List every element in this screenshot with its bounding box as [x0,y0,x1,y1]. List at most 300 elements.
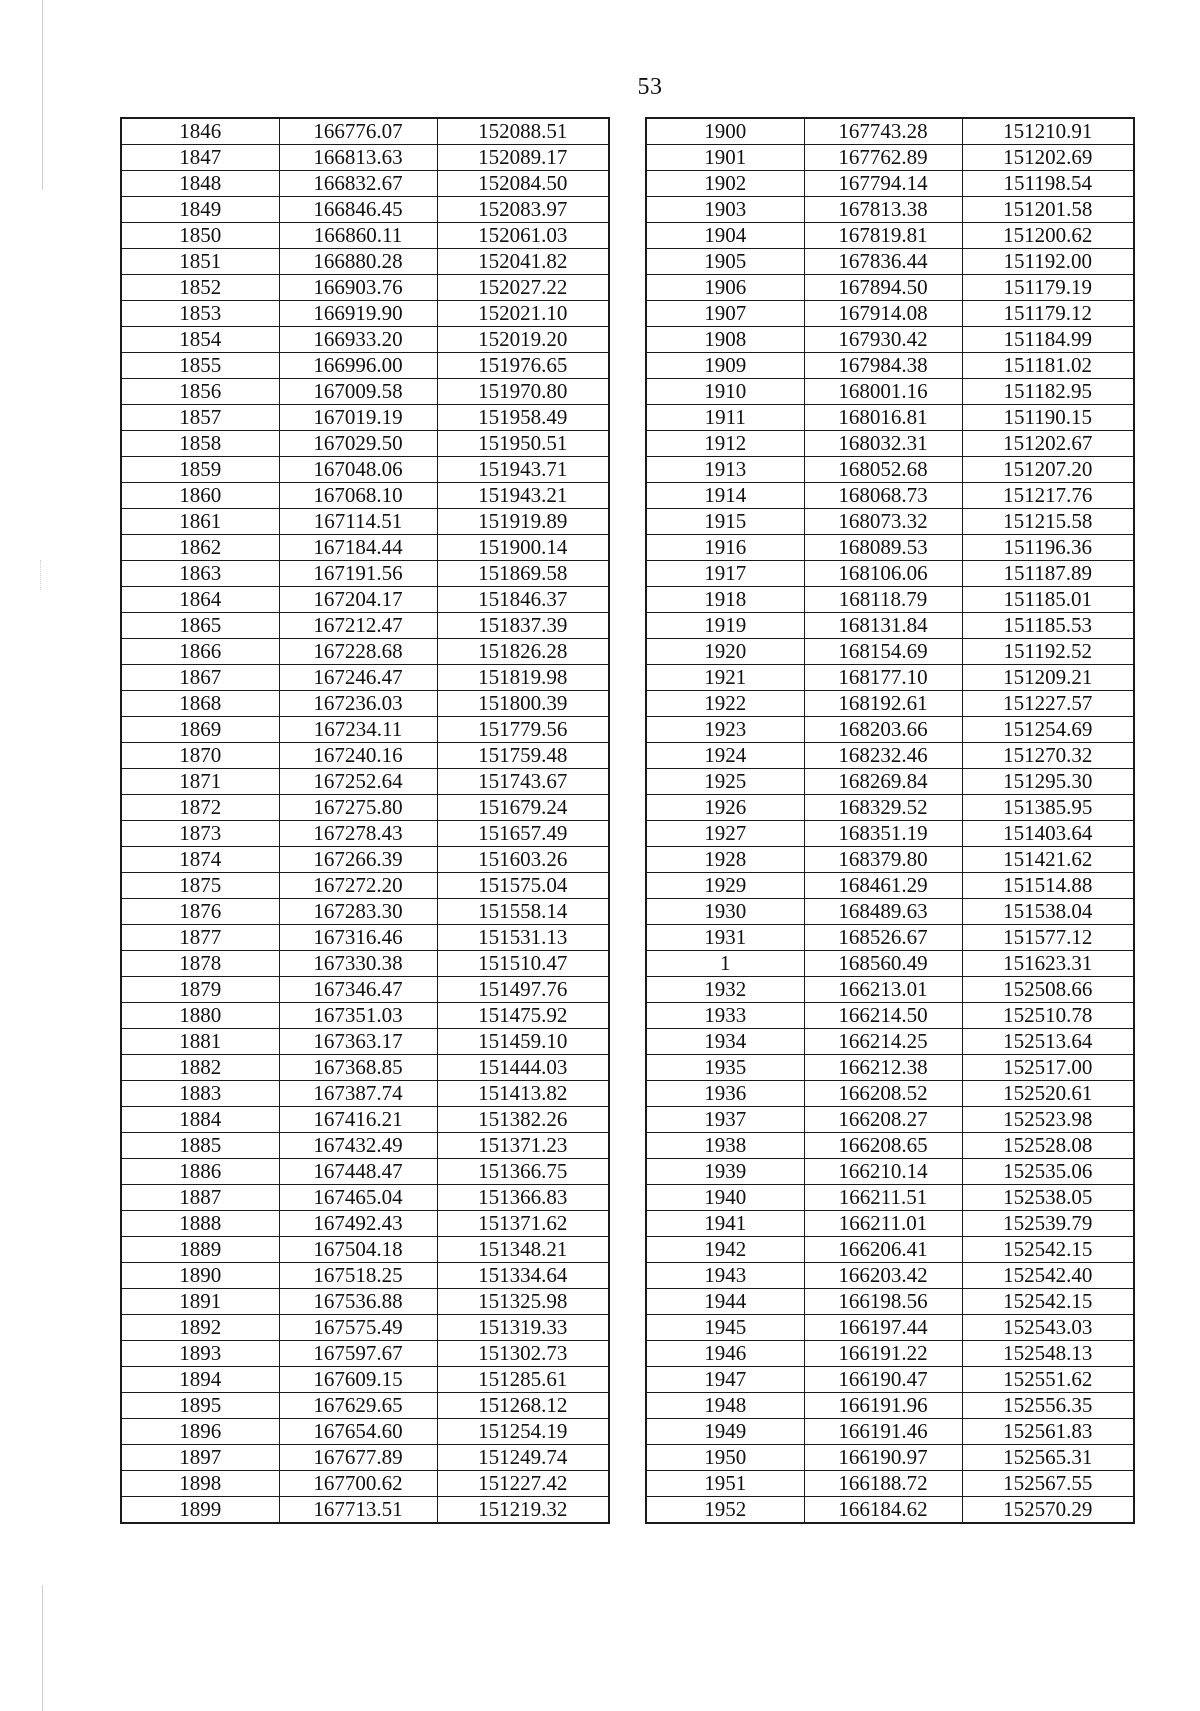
y-coordinate-cell: 151943.21 [437,483,609,509]
x-coordinate-cell: 166813.63 [279,145,437,171]
page-margin-rule [42,1585,43,1711]
point-number-cell: 1884 [121,1107,279,1133]
y-coordinate-cell: 151497.76 [437,977,609,1003]
point-number-cell: 1889 [121,1237,279,1263]
x-coordinate-cell: 167234.11 [279,717,437,743]
x-coordinate-cell: 167492.43 [279,1211,437,1237]
y-coordinate-cell: 152508.66 [962,977,1134,1003]
x-coordinate-cell: 168489.63 [804,899,962,925]
x-coordinate-cell: 166208.27 [804,1107,962,1133]
point-number-cell: 1853 [121,301,279,327]
y-coordinate-cell: 151198.54 [962,171,1134,197]
point-number-cell: 1872 [121,795,279,821]
table-row [121,145,609,171]
table-row [646,925,1134,951]
coordinates-table-left [120,117,610,1524]
point-number-cell: 1940 [646,1185,804,1211]
point-number-cell: 1857 [121,405,279,431]
table-row [121,925,609,951]
table-row [121,483,609,509]
table-row [121,1367,609,1393]
y-coordinate-cell: 151295.30 [962,769,1134,795]
x-coordinate-cell: 168351.19 [804,821,962,847]
x-coordinate-cell: 167387.74 [279,1081,437,1107]
point-number-cell: 1888 [121,1211,279,1237]
y-coordinate-cell: 151759.48 [437,743,609,769]
table-row [646,379,1134,405]
table-row [121,1029,609,1055]
y-coordinate-cell: 151187.89 [962,561,1134,587]
table-row [121,873,609,899]
table-row [646,1445,1134,1471]
y-coordinate-cell: 151919.89 [437,509,609,535]
table-row [646,301,1134,327]
point-number-cell: 1906 [646,275,804,301]
x-coordinate-cell: 167252.64 [279,769,437,795]
x-coordinate-cell: 166919.90 [279,301,437,327]
x-coordinate-cell: 166198.56 [804,1289,962,1315]
y-coordinate-cell: 151219.32 [437,1497,609,1524]
x-coordinate-cell: 168177.10 [804,665,962,691]
y-coordinate-cell: 151285.61 [437,1367,609,1393]
y-coordinate-cell: 152570.29 [962,1497,1134,1524]
table-row [121,171,609,197]
y-coordinate-cell: 152083.97 [437,197,609,223]
x-coordinate-cell: 167813.38 [804,197,962,223]
y-coordinate-cell: 151254.69 [962,717,1134,743]
y-coordinate-cell: 151181.02 [962,353,1134,379]
table-row [646,587,1134,613]
y-coordinate-cell: 151459.10 [437,1029,609,1055]
y-coordinate-cell: 151603.26 [437,847,609,873]
table-row [121,197,609,223]
x-coordinate-cell: 167236.03 [279,691,437,717]
table-row [646,769,1134,795]
point-number-cell: 1920 [646,639,804,665]
x-coordinate-cell: 166776.07 [279,118,437,145]
point-number-cell: 1878 [121,951,279,977]
page-number: 53 [637,74,663,100]
point-number-cell: 1881 [121,1029,279,1055]
y-coordinate-cell: 151192.00 [962,249,1134,275]
x-coordinate-cell: 168068.73 [804,483,962,509]
y-coordinate-cell: 152520.61 [962,1081,1134,1107]
y-coordinate-cell: 151800.39 [437,691,609,717]
y-coordinate-cell: 152513.64 [962,1029,1134,1055]
y-coordinate-cell: 151846.37 [437,587,609,613]
y-coordinate-cell: 152565.31 [962,1445,1134,1471]
table-row [121,509,609,535]
y-coordinate-cell: 152548.13 [962,1341,1134,1367]
x-coordinate-cell: 166832.67 [279,171,437,197]
x-coordinate-cell: 168526.67 [804,925,962,951]
y-coordinate-cell: 151623.31 [962,951,1134,977]
table-row [121,795,609,821]
point-number-cell: 1880 [121,1003,279,1029]
point-number-cell: 1949 [646,1419,804,1445]
table-row [121,275,609,301]
y-coordinate-cell: 152561.83 [962,1419,1134,1445]
x-coordinate-cell: 167677.89 [279,1445,437,1471]
x-coordinate-cell: 166211.51 [804,1185,962,1211]
x-coordinate-cell: 167536.88 [279,1289,437,1315]
point-number-cell: 1923 [646,717,804,743]
point-number-cell: 1871 [121,769,279,795]
y-coordinate-cell: 151950.51 [437,431,609,457]
point-number-cell: 1848 [121,171,279,197]
x-coordinate-cell: 167609.15 [279,1367,437,1393]
y-coordinate-cell: 151366.75 [437,1159,609,1185]
y-coordinate-cell: 151444.03 [437,1055,609,1081]
y-coordinate-cell: 151679.24 [437,795,609,821]
table-row [121,1003,609,1029]
point-number-cell: 1947 [646,1367,804,1393]
x-coordinate-cell: 166188.72 [804,1471,962,1497]
point-number-cell: 1890 [121,1263,279,1289]
table-row [646,951,1134,977]
table-row [121,535,609,561]
point-number-cell: 1919 [646,613,804,639]
point-number-cell: 1901 [646,145,804,171]
x-coordinate-cell: 168106.06 [804,561,962,587]
table-row [646,1159,1134,1185]
point-number-cell: 1875 [121,873,279,899]
table-row [646,171,1134,197]
table-row [646,1393,1134,1419]
x-coordinate-cell: 168192.61 [804,691,962,717]
x-coordinate-cell: 167762.89 [804,145,962,171]
y-coordinate-cell: 151657.49 [437,821,609,847]
point-number-cell: 1862 [121,535,279,561]
y-coordinate-cell: 152556.35 [962,1393,1134,1419]
point-number-cell: 1879 [121,977,279,1003]
y-coordinate-cell: 152528.08 [962,1133,1134,1159]
y-coordinate-cell: 151371.23 [437,1133,609,1159]
x-coordinate-cell: 168131.84 [804,613,962,639]
y-coordinate-cell: 152542.15 [962,1289,1134,1315]
x-coordinate-cell: 167465.04 [279,1185,437,1211]
point-number-cell: 1913 [646,457,804,483]
x-coordinate-cell: 168154.69 [804,639,962,665]
table-row [121,639,609,665]
table-row [121,1289,609,1315]
table-row [121,1341,609,1367]
table-row [121,977,609,1003]
point-number-cell: 1877 [121,925,279,951]
point-number-cell: 1865 [121,613,279,639]
x-coordinate-cell: 167575.49 [279,1315,437,1341]
y-coordinate-cell: 152542.15 [962,1237,1134,1263]
y-coordinate-cell: 152538.05 [962,1185,1134,1211]
y-coordinate-cell: 151348.21 [437,1237,609,1263]
point-number-cell: 1885 [121,1133,279,1159]
table-row [646,743,1134,769]
y-coordinate-cell: 151249.74 [437,1445,609,1471]
point-number-cell: 1930 [646,899,804,925]
point-number-cell: 1905 [646,249,804,275]
x-coordinate-cell: 167068.10 [279,483,437,509]
y-coordinate-cell: 151779.56 [437,717,609,743]
y-coordinate-cell: 151302.73 [437,1341,609,1367]
point-number-cell: 1854 [121,327,279,353]
point-number-cell: 1932 [646,977,804,1003]
x-coordinate-cell: 167629.65 [279,1393,437,1419]
point-number-cell: 1867 [121,665,279,691]
y-coordinate-cell: 151319.33 [437,1315,609,1341]
table-row [121,613,609,639]
x-coordinate-cell: 168001.16 [804,379,962,405]
table-row [646,118,1134,145]
point-number-cell: 1931 [646,925,804,951]
table-row [646,899,1134,925]
table-row [121,431,609,457]
point-number-cell: 1925 [646,769,804,795]
point-number-cell: 1911 [646,405,804,431]
x-coordinate-cell: 166211.01 [804,1211,962,1237]
x-coordinate-cell: 166191.96 [804,1393,962,1419]
x-coordinate-cell: 166190.97 [804,1445,962,1471]
y-coordinate-cell: 152517.00 [962,1055,1134,1081]
x-coordinate-cell: 166933.20 [279,327,437,353]
point-number-cell: 1903 [646,197,804,223]
x-coordinate-cell: 168269.84 [804,769,962,795]
y-coordinate-cell: 151403.64 [962,821,1134,847]
point-number-cell: 1900 [646,118,804,145]
table-row [121,717,609,743]
point-number-cell: 1927 [646,821,804,847]
x-coordinate-cell: 166213.01 [804,977,962,1003]
point-number-cell: 1896 [121,1419,279,1445]
table-row [646,1237,1134,1263]
table-row [646,1471,1134,1497]
point-number-cell: 1882 [121,1055,279,1081]
point-number-cell: 1887 [121,1185,279,1211]
x-coordinate-cell: 167713.51 [279,1497,437,1524]
y-coordinate-cell: 152088.51 [437,118,609,145]
point-number-cell: 1856 [121,379,279,405]
x-coordinate-cell: 167416.21 [279,1107,437,1133]
y-coordinate-cell: 151209.21 [962,665,1134,691]
y-coordinate-cell: 151943.71 [437,457,609,483]
x-coordinate-cell: 166860.11 [279,223,437,249]
y-coordinate-cell: 151558.14 [437,899,609,925]
y-coordinate-cell: 151179.19 [962,275,1134,301]
point-number-cell: 1859 [121,457,279,483]
point-number-cell: 1938 [646,1133,804,1159]
point-number-cell: 1852 [121,275,279,301]
y-coordinate-cell: 152021.10 [437,301,609,327]
table-row [646,1367,1134,1393]
table-row [646,1003,1134,1029]
y-coordinate-cell: 152535.06 [962,1159,1134,1185]
point-number-cell: 1891 [121,1289,279,1315]
y-coordinate-cell: 151575.04 [437,873,609,899]
table-row [646,431,1134,457]
x-coordinate-cell: 167184.44 [279,535,437,561]
point-number-cell: 1926 [646,795,804,821]
point-number-cell: 1849 [121,197,279,223]
table-row [646,457,1134,483]
point-number-cell: 1 [646,951,804,977]
y-coordinate-cell: 151837.39 [437,613,609,639]
table-row [121,1471,609,1497]
point-number-cell: 1855 [121,353,279,379]
x-coordinate-cell: 167984.38 [804,353,962,379]
table-row [121,587,609,613]
point-number-cell: 1918 [646,587,804,613]
x-coordinate-cell: 167654.60 [279,1419,437,1445]
point-number-cell: 1916 [646,535,804,561]
point-number-cell: 1850 [121,223,279,249]
table-row [646,977,1134,1003]
y-coordinate-cell: 151202.67 [962,431,1134,457]
x-coordinate-cell: 166191.46 [804,1419,962,1445]
y-coordinate-cell: 151958.49 [437,405,609,431]
point-number-cell: 1892 [121,1315,279,1341]
point-number-cell: 1902 [646,171,804,197]
x-coordinate-cell: 167914.08 [804,301,962,327]
x-coordinate-cell: 167048.06 [279,457,437,483]
y-coordinate-cell: 152027.22 [437,275,609,301]
table-row [646,145,1134,171]
x-coordinate-cell: 167228.68 [279,639,437,665]
x-coordinate-cell: 168016.81 [804,405,962,431]
y-coordinate-cell: 152084.50 [437,171,609,197]
y-coordinate-cell: 151270.32 [962,743,1134,769]
y-coordinate-cell: 151184.99 [962,327,1134,353]
table-row [121,1159,609,1185]
y-coordinate-cell: 151190.15 [962,405,1134,431]
point-number-cell: 1909 [646,353,804,379]
y-coordinate-cell: 152089.17 [437,145,609,171]
y-coordinate-cell: 152543.03 [962,1315,1134,1341]
table-row [121,118,609,145]
x-coordinate-cell: 167275.80 [279,795,437,821]
table-row [646,223,1134,249]
point-number-cell: 1866 [121,639,279,665]
table-row [646,405,1134,431]
x-coordinate-cell: 168073.32 [804,509,962,535]
x-coordinate-cell: 168089.53 [804,535,962,561]
y-coordinate-cell: 151192.52 [962,639,1134,665]
y-coordinate-cell: 151185.53 [962,613,1134,639]
x-coordinate-cell: 167794.14 [804,171,962,197]
y-coordinate-cell: 151215.58 [962,509,1134,535]
x-coordinate-cell: 166208.52 [804,1081,962,1107]
y-coordinate-cell: 151371.62 [437,1211,609,1237]
table-row [646,249,1134,275]
y-coordinate-cell: 151179.12 [962,301,1134,327]
point-number-cell: 1928 [646,847,804,873]
point-number-cell: 1846 [121,118,279,145]
y-coordinate-cell: 152539.79 [962,1211,1134,1237]
point-number-cell: 1946 [646,1341,804,1367]
table-row [646,847,1134,873]
y-coordinate-cell: 151227.57 [962,691,1134,717]
x-coordinate-cell: 167504.18 [279,1237,437,1263]
table-row [646,873,1134,899]
x-coordinate-cell: 166184.62 [804,1497,962,1524]
point-number-cell: 1933 [646,1003,804,1029]
table-row [646,613,1134,639]
x-coordinate-cell: 166903.76 [279,275,437,301]
y-coordinate-cell: 151200.62 [962,223,1134,249]
y-coordinate-cell: 151210.91 [962,118,1134,145]
x-coordinate-cell: 166197.44 [804,1315,962,1341]
table-row [646,1055,1134,1081]
table-row [121,769,609,795]
point-number-cell: 1937 [646,1107,804,1133]
point-number-cell: 1944 [646,1289,804,1315]
x-coordinate-cell: 167019.19 [279,405,437,431]
x-coordinate-cell: 166208.65 [804,1133,962,1159]
y-coordinate-cell: 151514.88 [962,873,1134,899]
y-coordinate-cell: 151900.14 [437,535,609,561]
y-coordinate-cell: 152019.20 [437,327,609,353]
y-coordinate-cell: 152542.40 [962,1263,1134,1289]
table-row [121,1497,609,1524]
table-row [646,1419,1134,1445]
table-row [121,1081,609,1107]
table-row [646,535,1134,561]
x-coordinate-cell: 166212.38 [804,1055,962,1081]
y-coordinate-cell: 151196.36 [962,535,1134,561]
point-number-cell: 1868 [121,691,279,717]
x-coordinate-cell: 168379.80 [804,847,962,873]
x-coordinate-cell: 166214.50 [804,1003,962,1029]
y-coordinate-cell: 151819.98 [437,665,609,691]
x-coordinate-cell: 167246.47 [279,665,437,691]
point-number-cell: 1915 [646,509,804,535]
point-number-cell: 1870 [121,743,279,769]
y-coordinate-cell: 151254.19 [437,1419,609,1445]
table-row [646,1497,1134,1524]
point-number-cell: 1935 [646,1055,804,1081]
x-coordinate-cell: 167368.85 [279,1055,437,1081]
x-coordinate-cell: 166996.00 [279,353,437,379]
x-coordinate-cell: 168560.49 [804,951,962,977]
point-number-cell: 1851 [121,249,279,275]
y-coordinate-cell: 151743.67 [437,769,609,795]
x-coordinate-cell: 167894.50 [804,275,962,301]
point-number-cell: 1910 [646,379,804,405]
y-coordinate-cell: 151970.80 [437,379,609,405]
point-number-cell: 1899 [121,1497,279,1524]
x-coordinate-cell: 166214.25 [804,1029,962,1055]
x-coordinate-cell: 168203.66 [804,717,962,743]
y-coordinate-cell: 151182.95 [962,379,1134,405]
y-coordinate-cell: 152567.55 [962,1471,1134,1497]
table-row [121,223,609,249]
y-coordinate-cell: 151538.04 [962,899,1134,925]
point-number-cell: 1950 [646,1445,804,1471]
table-row [121,249,609,275]
point-number-cell: 1907 [646,301,804,327]
x-coordinate-cell: 167029.50 [279,431,437,457]
table-row [121,1133,609,1159]
point-number-cell: 1939 [646,1159,804,1185]
table-row [121,1055,609,1081]
point-number-cell: 1952 [646,1497,804,1524]
y-coordinate-cell: 151826.28 [437,639,609,665]
point-number-cell: 1858 [121,431,279,457]
x-coordinate-cell: 166190.47 [804,1367,962,1393]
point-number-cell: 1922 [646,691,804,717]
point-number-cell: 1921 [646,665,804,691]
point-number-cell: 1863 [121,561,279,587]
point-number-cell: 1864 [121,587,279,613]
point-number-cell: 1924 [646,743,804,769]
